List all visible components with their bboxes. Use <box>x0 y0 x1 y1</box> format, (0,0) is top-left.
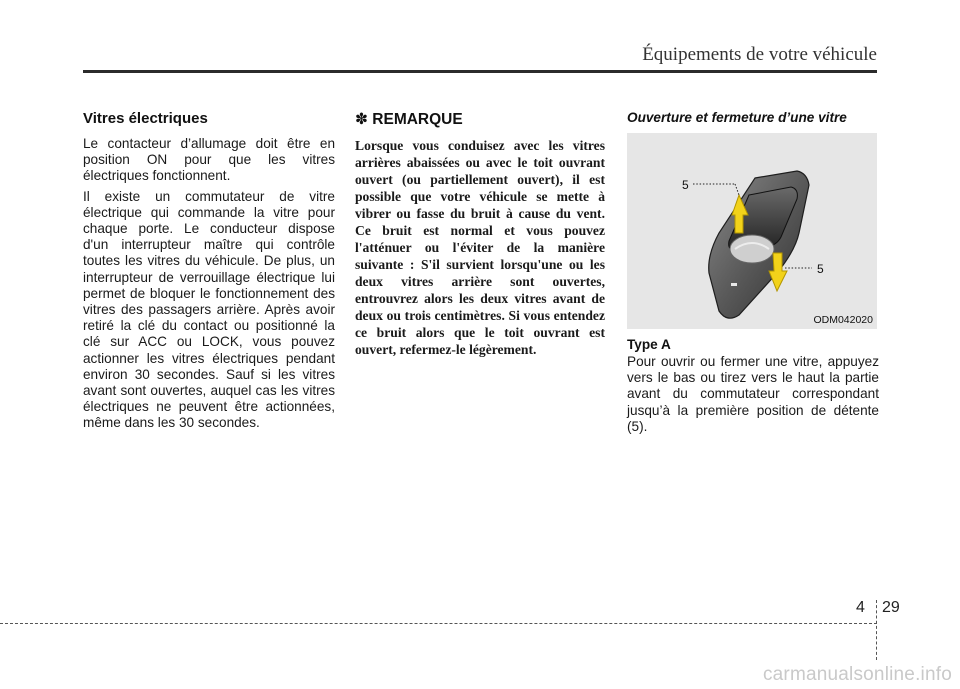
callout-label-bottom: 5 <box>817 262 824 276</box>
type-label: Type A <box>627 337 671 352</box>
column-middle <box>355 110 605 358</box>
watermark: carmanualsonline.info <box>762 664 952 685</box>
paragraph-open-close: Pour ouvrir ou fermer une vitre, appuyez vers le bas ou tirez vers le haut la partie avant du commutateur correspondant jusqu’à la première position de détente (5). <box>627 354 879 434</box>
chapter-number: 4 <box>856 599 865 616</box>
window-switch-illustration <box>627 133 877 329</box>
subsection-heading: Ouverture et fermeture d’une vitre <box>627 110 847 125</box>
paragraph-ignition: Le contacteur d’allumage doit être en position ON pour que les vitres électriques fonctionnent. <box>83 136 335 184</box>
callout-label-top: 5 <box>682 178 689 192</box>
window-switch-figure <box>627 133 877 329</box>
page-number: 29 <box>882 599 900 616</box>
footer-rule <box>0 623 877 624</box>
paragraph-window-switches: Il existe un commutateur de vitre électrique qui commande la vitre pour chaque porte. Le conducteur dispose d'un interrupteur maître qui contrôle toutes les vitres du véhicule. De plus, un interrupteur de verrouillage électrique lui permet de bloquer le fonctionnement des vitres des passagers arrière. Après avoir retiré la clé du contact ou positionné la clé sur ACC ou LOCK, vous pouvez actionner les vitres électriques pendant environ 30 secondes. Sauf si les vitres avant sont ouvertes, auquel cas les vitres électriques ne peuvent être actionnées, même dans les 30 secondes. <box>83 188 335 431</box>
note-text: Lorsque vous conduisez avec les vitres arrières abaissées ou avec le toit ouvrant ouvert (ou partiellement ouvert), il est possible que votre véhicule se mette à vibrer ou fasse du bruit à cause du vent. Ce bruit est normal et vous pouvez l'atténuer ou l'éviter de la manière suivante : S'il survient lorsqu'une ou les deux vitres arrière sont ouvertes, entrouvrez alors les deux vitres avant de deux ou trois centimètres. Si vous entendez ce bruit alors que le toit ouvrant est ouvert, refermez-le légèrement. <box>355 138 605 357</box>
running-header-title: Équipements de votre véhicule <box>642 44 877 65</box>
figure-code: ODM042020 <box>813 314 873 326</box>
section-heading: Vitres électriques <box>83 110 208 127</box>
footer-divider <box>876 600 877 660</box>
note-title: ✽ REMARQUE <box>355 111 463 128</box>
leader-line-top-tail <box>735 184 739 195</box>
header-rule <box>83 70 877 73</box>
column-right <box>627 110 879 439</box>
column-left <box>83 110 335 436</box>
switch-indicator <box>731 283 737 286</box>
